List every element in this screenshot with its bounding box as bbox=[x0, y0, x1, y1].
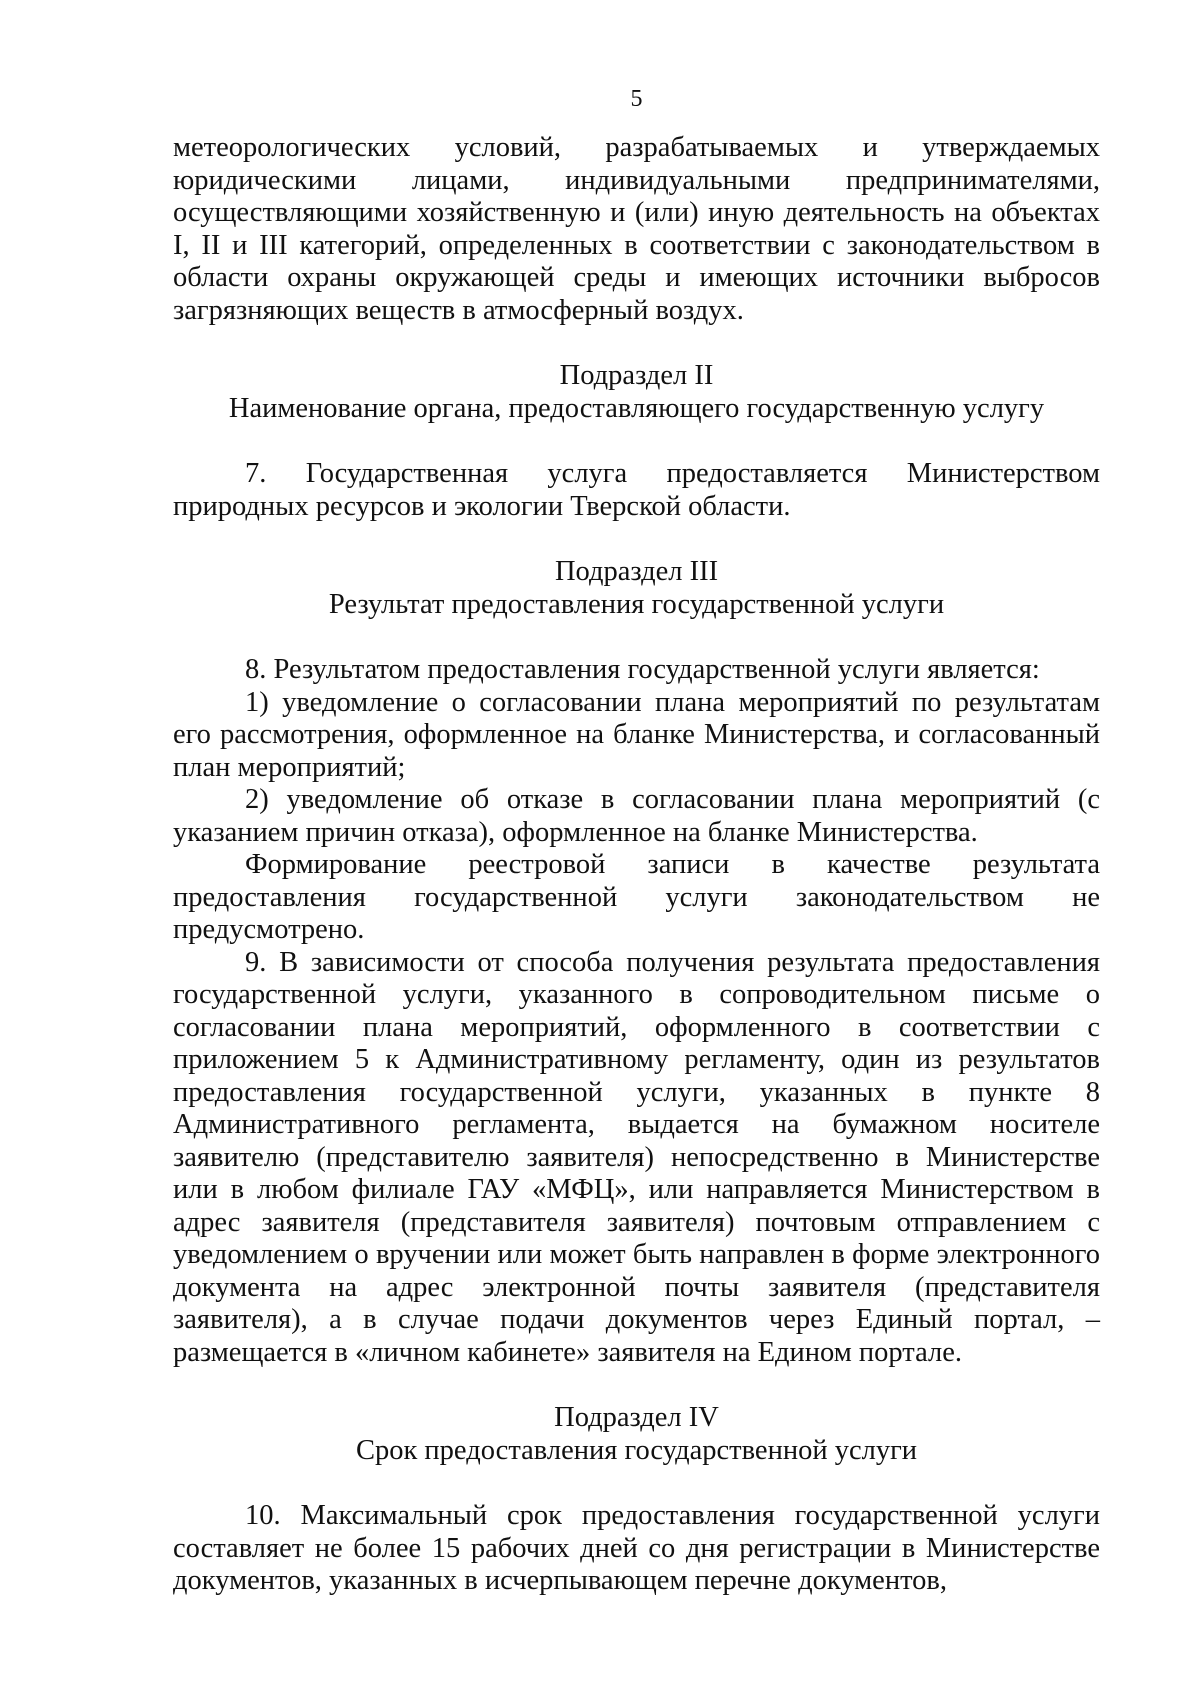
spacer bbox=[173, 327, 1100, 360]
clause-8-note: Формирование реестровой записи в качестве результата предоставления государственной услуги законодательством не предусмотрено. bbox=[173, 849, 1100, 945]
page-number: 5 bbox=[630, 86, 643, 112]
spacer bbox=[173, 425, 1100, 458]
subsection-label: Подраздел III bbox=[554, 556, 719, 587]
subsection-title: Срок предоставления государственной услуги bbox=[355, 1434, 918, 1466]
clause-8-item-1: 1) уведомление о согласовании плана мероприятий по результатам его рассмотрения, оформленное на бланке Министерства, и согласованный план мероприятий; bbox=[173, 686, 1100, 783]
clause-8-item-2: 2) уведомление об отказе в согласовании плана мероприятий (с указанием причин отказа), оформленное на бланке Министерства. bbox=[173, 784, 1100, 848]
spacer bbox=[173, 1467, 1100, 1500]
subsection-label: Подраздел IV bbox=[554, 1402, 719, 1433]
document-page bbox=[173, 0, 1100, 1693]
clause-9: 9. В зависимости от способа получения результата предоставления государственной услуги, указанного в сопроводительном письме о согласовании плана мероприятий, оформленного в соответствии с приложением 5 к Административному регламенту, один из результатов предоставления государственной услуги, указанных в пункте 8 Административного регламента, выдается на бумажном носителе заявителю (представителю заявителя) непосредственно в Министерстве или в любом филиале ГАУ «МФЦ», или направляется Министерством в адрес заявителя (представителя заявителя) почтовым отправлением с уведомлением о вручении или может быть направлен в форме электронного документа на адрес электронной почты заявителя (представителя заявителя), а в случае подачи документов через Единый портал, – размещается в «личном кабинете» заявителя на Едином портале. bbox=[173, 946, 1100, 1368]
document-body bbox=[173, 132, 1100, 1598]
spacer bbox=[173, 621, 1100, 654]
paragraph-continuation: метеорологических условий, разрабатываемых и утверждаемых юридическими лицами, индивидуальными предпринимателями, осуществляющими хозяйственную и (или) иную деятельность на объектах I, II и III категорий, определенных в соответствии с законодательством в области охраны окружающей среды и имеющих источники выбросов загрязняющих веществ в атмосферный воздух. bbox=[173, 132, 1100, 326]
subsection-title: Наименование органа, предоставляющего государственную услугу bbox=[228, 392, 1045, 424]
clause-10: 10. Максимальный срок предоставления государственной услуги составляет не более 15 рабочих дней со дня регистрации в Министерстве документов, указанных в исчерпывающем перечне документов, bbox=[173, 1500, 1100, 1596]
subsection-title: Результат предоставления государственной услуги bbox=[328, 588, 945, 620]
spacer bbox=[173, 1369, 1100, 1402]
clause-7: 7. Государственная услуга предоставляется Министерством природных ресурсов и экологии Тверской области. bbox=[173, 458, 1100, 522]
subsection-label: Подраздел II bbox=[559, 360, 714, 391]
clause-8: 8. Результатом предоставления государственной услуги является: bbox=[245, 654, 1040, 685]
spacer bbox=[173, 523, 1100, 556]
